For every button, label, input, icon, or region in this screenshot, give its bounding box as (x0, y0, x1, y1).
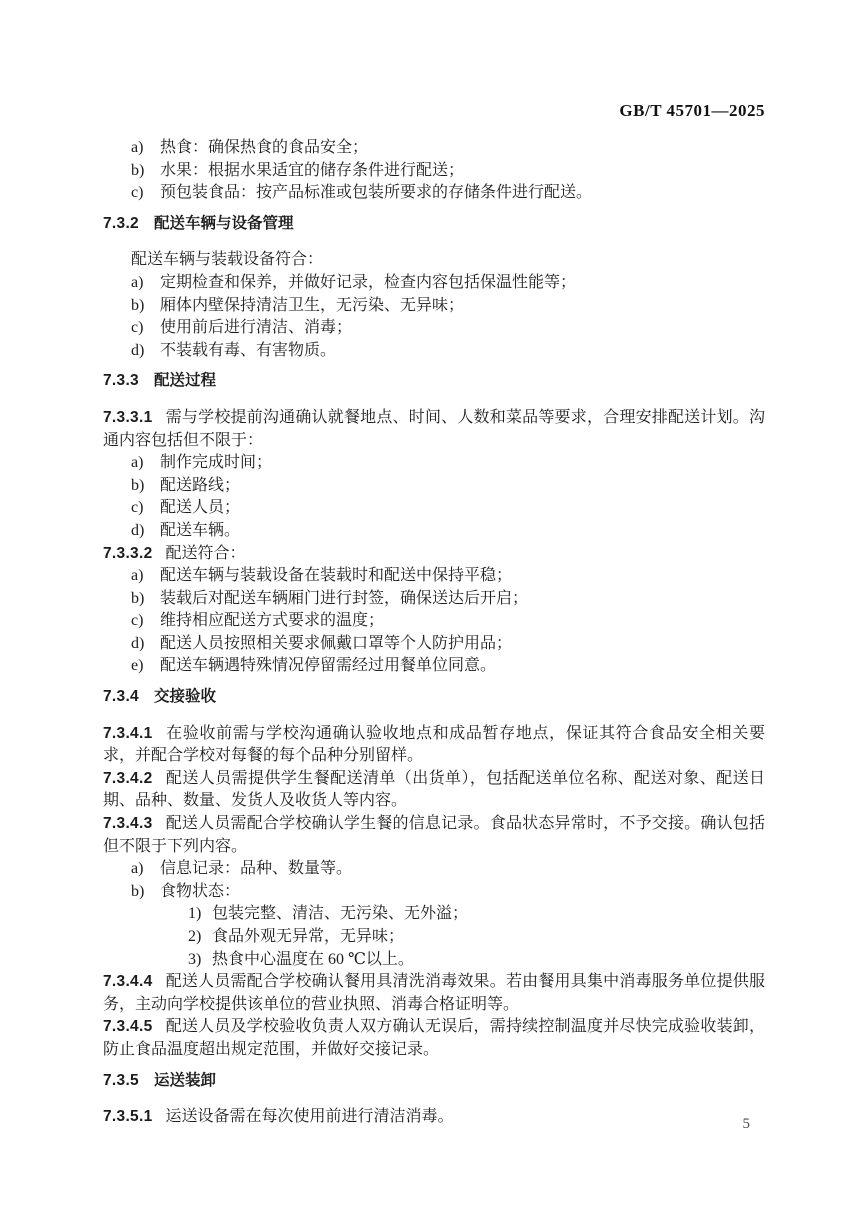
list-item (103, 520, 765, 543)
list-marker: d) (131, 634, 145, 652)
list-text: 包装完整、清洁、无污染、无外溢； (212, 905, 469, 923)
list-text: 食物状态： (160, 882, 241, 900)
list-text: 不装载有毒、有害物质。 (160, 341, 337, 359)
list-marker: a) (131, 139, 144, 156)
clause-text: 配送符合： (165, 544, 246, 562)
clause-text: 配送人员需提供学生餐配送清单（出货单），包括配送单位名称、配送对象、配送日期、品种、数量、发货人及收货人等内容。 (103, 769, 765, 810)
section-title: 交接验收 (153, 688, 216, 706)
clause-text: 在验收前需与学校沟通确认验收地点和成品暂存地点，保证其符合食品安全相关要求，并配合学校对每餐的每个品种分别留样。 (103, 724, 765, 765)
clause-paragraph (103, 971, 765, 1016)
list-text: 配送路线； (160, 476, 241, 494)
clause-text: 配送人员需配合学校确认餐用具清洗消毒效果。若由餐用具集中消毒服务单位提供服务，主动向学校提供该单位的营业执照、消毒合格证明等。 (103, 973, 765, 1013)
clause-text: 配送人员需配合学校确认学生餐的信息记录。食品状态异常时，不予交接。确认包括但不限于下列内容。 (103, 815, 765, 855)
list-item (103, 926, 765, 949)
list-marker: b) (131, 161, 145, 179)
list (103, 565, 765, 678)
list-marker: 3) (188, 950, 202, 968)
clause-paragraph (103, 768, 765, 813)
list-text: 食品外观无异常，无异味； (212, 928, 405, 945)
section-title: 配送车辆与设备管理 (153, 214, 294, 232)
list-text: 维持相应配送方式要求的温度； (160, 612, 385, 630)
list-text: 制作完成时间； (160, 454, 273, 472)
section-heading (103, 370, 765, 393)
list-marker: d) (131, 521, 145, 539)
list-marker: a) (131, 860, 144, 878)
list-text: 配送车辆。 (160, 521, 241, 539)
list-text: 定期检查和保养，并做好记录，检查内容包括保温性能等； (160, 273, 577, 291)
section-title: 配送过程 (153, 372, 216, 390)
list-item (103, 497, 765, 520)
document-body (103, 137, 765, 1129)
list-text: 使用前后进行清洁、消毒； (160, 319, 353, 337)
clause-paragraph (103, 813, 765, 858)
list-item (103, 340, 765, 363)
clause-number: 7.3.3.2 (103, 544, 153, 562)
clause-paragraph (103, 543, 765, 566)
section-title: 运送装卸 (153, 1071, 216, 1089)
list-item (103, 182, 765, 205)
list-item (103, 881, 765, 904)
list-item (103, 858, 765, 881)
list-text: 热食：确保热食的食品安全； (160, 139, 369, 156)
section-heading (103, 1070, 765, 1093)
list-marker: 2) (188, 928, 202, 945)
standard-number-header: GB/T 45701—2025 (619, 101, 765, 120)
list-text: 厢体内壁保持清洁卫生，无污染、无异味； (160, 296, 465, 314)
list-item (103, 295, 765, 318)
list-text: 预包装食品：按产品标准或包装所要求的存储条件进行配送。 (160, 184, 593, 202)
list-marker: e) (131, 657, 144, 675)
clause-number: 7.3.4.1 (103, 724, 153, 742)
list-marker: b) (131, 476, 145, 494)
list-marker: b) (131, 882, 145, 900)
list-marker: c) (131, 319, 144, 337)
clause-paragraph (103, 723, 765, 768)
list-item (103, 903, 765, 926)
list (103, 272, 765, 362)
clause-number: 7.3.3.1 (103, 408, 153, 426)
section-number: 7.3.4 (103, 688, 139, 706)
list-item (103, 137, 765, 160)
clause-number: 7.3.4.4 (103, 973, 153, 991)
clause-paragraph (103, 1106, 765, 1129)
list-marker: c) (131, 612, 144, 630)
clause-number: 7.3.4.2 (103, 769, 153, 787)
list-text: 热食中心温度在 60 ℃以上。 (212, 950, 414, 968)
list-item (103, 610, 765, 633)
list-text: 装载后对配送车辆厢门进行封签，确保送达后开启； (160, 589, 529, 607)
list-item (103, 475, 765, 498)
paragraph: 配送车辆与装载设备符合： (131, 251, 324, 269)
list-item (103, 317, 765, 340)
list (103, 137, 765, 205)
section-heading (103, 686, 765, 709)
list-marker: b) (131, 589, 145, 607)
section-number: 7.3.5 (103, 1071, 139, 1089)
list (103, 903, 765, 971)
section-number: 7.3.3 (103, 372, 139, 390)
list-text: 配送车辆与装载设备在装载时和配送中保持平稳； (160, 567, 513, 585)
list-text: 配送人员按照相关要求佩戴口罩等个人防护用品； (160, 634, 513, 652)
clause-text: 需与学校提前沟通确认就餐地点、时间、人数和菜品等要求，合理安排配送计划。沟通内容包括但不限于： (103, 408, 765, 449)
list-text: 配送车辆遇特殊情况停留需经过用餐单位同意。 (160, 657, 497, 675)
list (103, 858, 765, 903)
clause-paragraph (103, 1016, 765, 1061)
list-item (103, 633, 765, 656)
list-item (103, 588, 765, 611)
list-text: 配送人员； (160, 499, 241, 517)
list-marker: a) (131, 567, 144, 585)
clause-number: 7.3.4.5 (103, 1018, 153, 1036)
section-number: 7.3.2 (103, 214, 139, 232)
clause-number: 7.3.5.1 (103, 1108, 153, 1126)
clause-paragraph (103, 407, 765, 452)
clause-text: 运送设备需在每次使用前进行清洁消毒。 (165, 1108, 454, 1126)
list-item (103, 655, 765, 678)
list-marker: c) (131, 184, 144, 202)
list-marker: 1) (188, 905, 202, 923)
list-item (103, 565, 765, 588)
list (103, 452, 765, 542)
page-number: 5 (742, 1116, 750, 1132)
list-marker: b) (131, 296, 145, 314)
list-text: 水果：根据水果适宜的储存条件进行配送； (160, 161, 465, 179)
list-marker: d) (131, 341, 145, 359)
list-marker: a) (131, 454, 144, 472)
list-item (103, 452, 765, 475)
list-marker: c) (131, 499, 144, 517)
clause-number: 7.3.4.3 (103, 815, 153, 833)
list-item (103, 949, 765, 972)
section-heading (103, 213, 765, 236)
list-item (103, 272, 765, 295)
list-text: 信息记录：品种、数量等。 (160, 860, 353, 878)
clause-text: 配送人员及学校验收负责人双方确认无误后，需持续控制温度并尽快完成验收装卸，防止食品温度超出规定范围，并做好交接记录。 (103, 1018, 765, 1058)
list-item (103, 160, 765, 183)
list-marker: a) (131, 273, 144, 291)
